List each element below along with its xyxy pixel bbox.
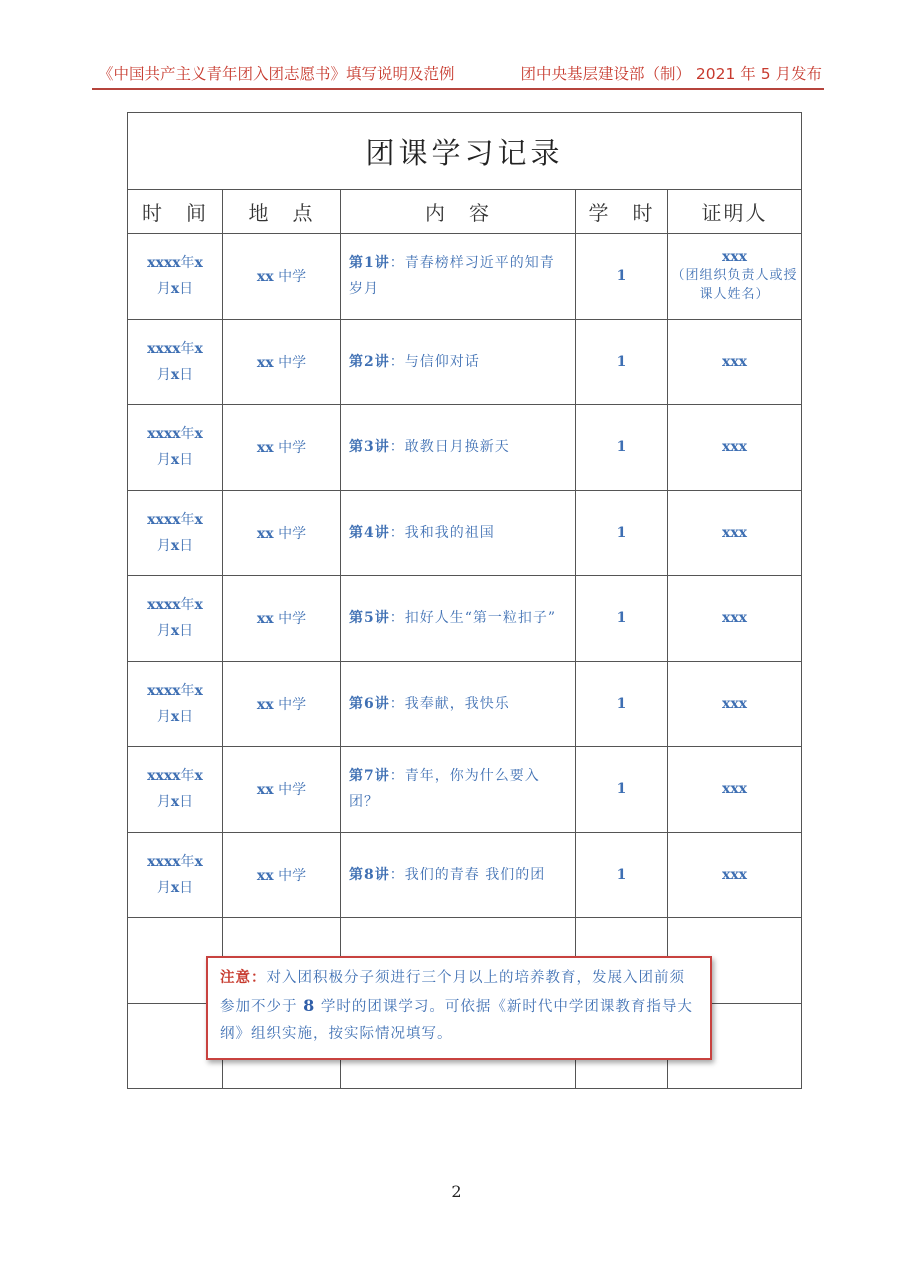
content-cell	[341, 832, 576, 918]
place-name: 中学	[273, 440, 307, 457]
place-cell	[223, 832, 341, 918]
time-year-unit: 年	[180, 768, 195, 785]
place-code: xx	[256, 611, 274, 628]
page-header	[92, 60, 824, 90]
time-day-unit: 日	[179, 879, 194, 896]
witness-note: （团组织负责人或授课人姓名）	[671, 268, 798, 303]
place-code: xx	[256, 354, 274, 371]
lecture-number: 第7讲	[349, 768, 390, 785]
lecture-topic: ：青春榜样习近平的知青岁月	[349, 255, 555, 298]
lesson-record-table	[127, 112, 802, 1089]
place-name: 中学	[273, 611, 307, 628]
table-row	[128, 234, 802, 320]
place-code: xx	[256, 440, 274, 457]
place-cell	[223, 747, 341, 833]
time-month-unit: 月	[156, 281, 171, 298]
time-year: xxxx	[147, 853, 181, 870]
time-day-unit: 日	[179, 537, 194, 554]
column-header-content: 内 容	[341, 190, 576, 234]
lecture-topic: ：与信仰对话	[389, 353, 480, 370]
witness-cell	[668, 576, 802, 662]
place-name: 中学	[273, 354, 307, 371]
witness-cell	[668, 832, 802, 918]
place-name: 中学	[273, 525, 307, 542]
time-month-unit: 月	[156, 452, 171, 469]
time-year-unit: 年	[180, 597, 195, 614]
content-cell	[341, 234, 576, 320]
hours-cell: 1	[576, 405, 668, 491]
time-day-value: x	[170, 537, 180, 554]
table-row	[128, 319, 802, 405]
place-code: xx	[256, 782, 274, 799]
time-year-unit: 年	[180, 255, 195, 272]
time-day-unit: 日	[179, 794, 194, 811]
hours-cell: 1	[576, 832, 668, 918]
time-month-unit: 月	[156, 708, 171, 725]
witness-cell	[668, 405, 802, 491]
hours-cell: 1	[576, 661, 668, 747]
time-month-value: x	[194, 768, 203, 785]
time-cell	[128, 661, 223, 747]
time-month-value: x	[194, 340, 203, 357]
time-day-unit: 日	[179, 708, 194, 725]
time-month-value: x	[194, 426, 203, 443]
witness-cell	[668, 234, 802, 320]
content-cell	[341, 661, 576, 747]
time-year-unit: 年	[180, 511, 195, 528]
place-code: xx	[256, 269, 274, 286]
column-header-witness: 证明人	[668, 190, 802, 234]
hours-cell: 1	[576, 490, 668, 576]
page-number: 2	[451, 1182, 462, 1201]
time-month-value: x	[194, 853, 203, 870]
place-code: xx	[256, 867, 274, 884]
place-code: xx	[256, 696, 274, 713]
time-day-value: x	[170, 366, 180, 383]
time-month-value: x	[194, 511, 203, 528]
time-cell	[128, 576, 223, 662]
column-header-place: 地 点	[223, 190, 341, 234]
lecture-number: 第4讲	[349, 524, 390, 541]
time-month-unit: 月	[156, 623, 171, 640]
table-row	[128, 576, 802, 662]
hours-cell: 1	[576, 576, 668, 662]
place-cell	[223, 576, 341, 662]
place-name: 中学	[273, 696, 307, 713]
header-document-title: 《中国共产主义青年团入团志愿书》填写说明及范例	[98, 65, 455, 83]
hours-cell: 1	[576, 747, 668, 833]
time-day-unit: 日	[179, 623, 194, 640]
time-cell	[128, 319, 223, 405]
time-month-unit: 月	[156, 879, 171, 896]
table-row	[128, 405, 802, 491]
column-header-hours: 学 时	[576, 190, 668, 234]
time-year-unit: 年	[180, 426, 195, 443]
table-row	[128, 661, 802, 747]
place-name: 中学	[273, 269, 307, 286]
lecture-topic: ：敢教日月换新天	[389, 439, 510, 456]
time-day-value: x	[170, 794, 180, 811]
time-year: xxxx	[147, 340, 181, 357]
time-day-value: x	[170, 623, 180, 640]
content-cell	[341, 319, 576, 405]
time-day-value: x	[170, 452, 180, 469]
place-cell	[223, 490, 341, 576]
time-year: xxxx	[147, 426, 181, 443]
lecture-topic: ：我奉献，我快乐	[389, 695, 510, 712]
place-code: xx	[256, 525, 274, 542]
notice-text-second: 学时的团课学习。可依据《新时代中学团课教育指导大纲》组织实施，按实际情况填写。	[220, 999, 693, 1042]
time-year-unit: 年	[180, 340, 195, 357]
time-day-unit: 日	[179, 452, 194, 469]
notice-text-first: 对入团积极分子须进行三个月以上的培养教育，发展入团前须参加不少于	[220, 970, 685, 1015]
witness-name: xxx	[721, 524, 748, 541]
place-name: 中学	[273, 782, 307, 799]
witness-cell	[668, 747, 802, 833]
place-cell	[223, 234, 341, 320]
notice-hours: 8	[303, 996, 316, 1015]
place-cell	[223, 661, 341, 747]
lecture-number: 第8讲	[349, 866, 390, 883]
lecture-number: 第1讲	[349, 255, 390, 272]
witness-name: xxx	[721, 781, 748, 798]
time-month-unit: 月	[156, 366, 171, 383]
witness-cell	[668, 661, 802, 747]
witness-cell	[668, 490, 802, 576]
witness-name: xxx	[721, 439, 748, 456]
time-year-unit: 年	[180, 853, 195, 870]
content-cell	[341, 405, 576, 491]
table-title: 团课学习记录	[128, 113, 802, 190]
time-day-value: x	[170, 281, 180, 298]
content-cell	[341, 576, 576, 662]
notice-label: 注意：	[220, 969, 267, 986]
header-publisher: 团中央基层建设部（制） 2021 年 5 月发布	[520, 65, 822, 83]
time-cell	[128, 832, 223, 918]
time-cell	[128, 405, 223, 491]
lecture-topic: ：青年，你为什么要入团？	[349, 768, 540, 811]
time-day-value: x	[170, 708, 180, 725]
witness-name: xxx	[721, 353, 748, 370]
table-row	[128, 747, 802, 833]
notice-box	[206, 956, 712, 1060]
place-cell	[223, 405, 341, 491]
place-cell	[223, 319, 341, 405]
hours-cell: 1	[576, 319, 668, 405]
time-year: xxxx	[147, 511, 181, 528]
witness-cell	[668, 319, 802, 405]
time-year: xxxx	[147, 255, 181, 272]
witness-name: xxx	[721, 695, 748, 712]
table-header-row	[128, 190, 802, 234]
lecture-number: 第5讲	[349, 610, 390, 627]
time-month-value: x	[194, 682, 203, 699]
time-cell	[128, 234, 223, 320]
table-row	[128, 490, 802, 576]
time-year-unit: 年	[180, 682, 195, 699]
lecture-topic: ：我们的青春 我们的团	[389, 866, 546, 883]
lecture-number: 第6讲	[349, 695, 390, 712]
witness-name: xxx	[721, 866, 748, 883]
lecture-number: 第2讲	[349, 353, 390, 370]
witness-name: xxx	[721, 249, 748, 266]
time-day-value: x	[170, 879, 180, 896]
lecture-number: 第3讲	[349, 439, 390, 456]
time-day-unit: 日	[179, 366, 194, 383]
time-year: xxxx	[147, 682, 181, 699]
time-month-value: x	[194, 597, 203, 614]
table-row	[128, 832, 802, 918]
content-cell	[341, 747, 576, 833]
place-name: 中学	[273, 867, 307, 884]
time-month-unit: 月	[156, 794, 171, 811]
time-month-unit: 月	[156, 537, 171, 554]
time-cell	[128, 747, 223, 833]
time-year: xxxx	[147, 768, 181, 785]
time-day-unit: 日	[179, 281, 194, 298]
time-year: xxxx	[147, 597, 181, 614]
column-header-time: 时 间	[128, 190, 223, 234]
lecture-topic: ：扣好人生“第一粒扣子”	[389, 610, 557, 627]
witness-name: xxx	[721, 610, 748, 627]
lecture-topic: ：我和我的祖国	[389, 524, 495, 541]
time-month-value: x	[194, 255, 203, 272]
time-cell	[128, 490, 223, 576]
hours-cell: 1	[576, 234, 668, 320]
content-cell	[341, 490, 576, 576]
